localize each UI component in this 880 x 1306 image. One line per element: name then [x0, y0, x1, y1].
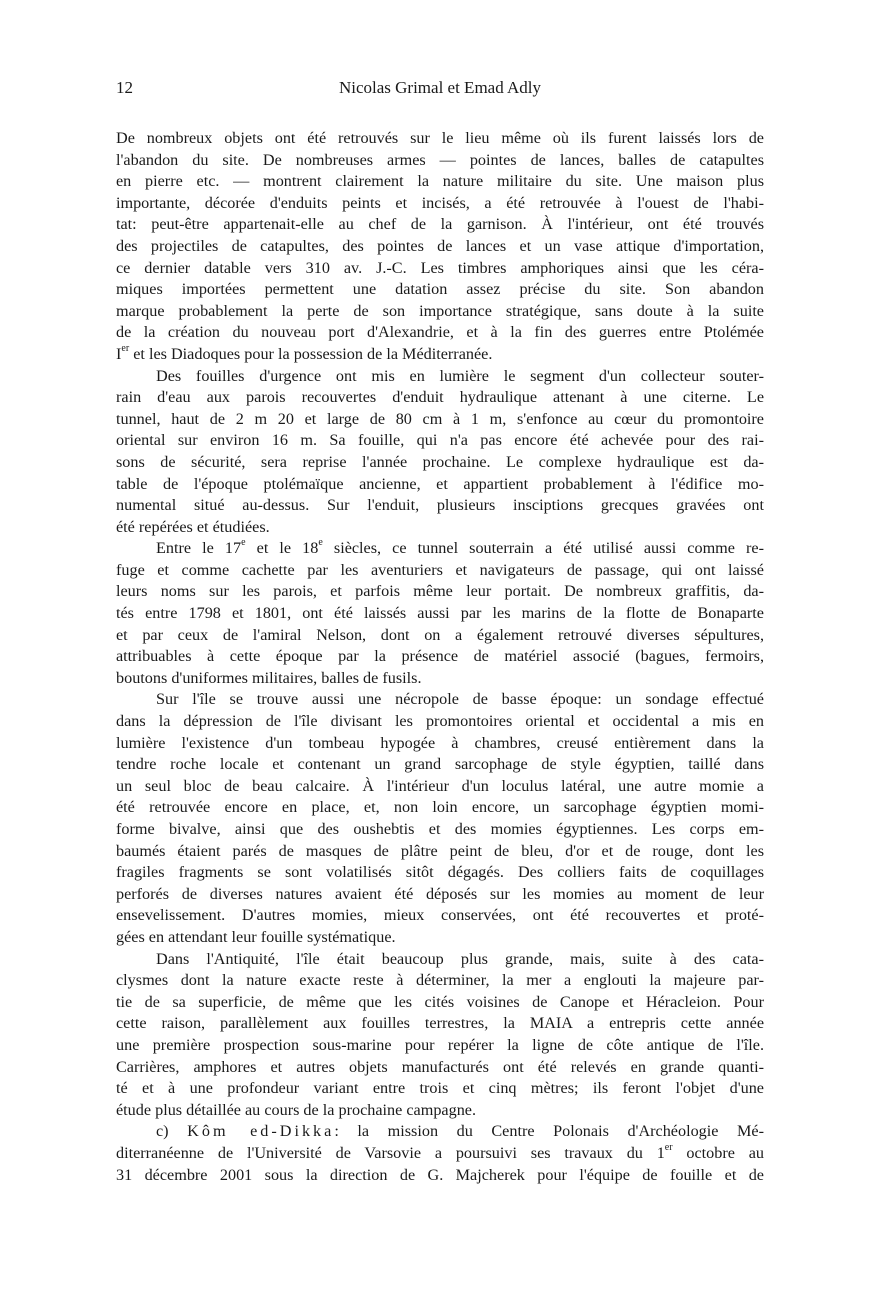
- text-line: miques importées permettent une datation assez précise du site. Son abandon: [116, 280, 764, 299]
- paragraph: [116, 1121, 764, 1186]
- paragraph: [116, 689, 764, 948]
- text-line: fuge et comme cachette par les aventuriers et navigateurs de passage, qui ont laissé: [116, 560, 764, 579]
- text-line: en pierre etc. — montrent clairement la nature militaire du site. Une maison plus: [116, 172, 764, 191]
- text-line: tendre roche locale et contenant un grand sarcophage de style égyptien, taillé dans: [116, 755, 764, 774]
- text-line: tés entre 1798 et 1801, ont été laissés aussi par les marins de la flotte de Bonaparte: [116, 604, 764, 623]
- page-number: 12: [116, 78, 133, 97]
- text-line: de la création du nouveau port d'Alexandrie, et à la fin des guerres entre Ptolémée: [116, 323, 764, 342]
- text-line: leurs noms sur les parois, et parfois même leur portait. De nombreux graffitis, da-: [116, 582, 764, 601]
- text-line: Dans l'Antiquité, l'île était beaucoup plus grande, mais, suite à des cata-: [156, 949, 764, 968]
- text-line: dans la dépression de l'île divisant les promontoires oriental et occidental a mis en: [116, 712, 764, 731]
- text-line: fragiles fragments se sont volatilisés sitôt dégagés. Des colliers faits de coquillages: [116, 863, 764, 882]
- text-line: tie de sa superficie, de même que les cités voisines de Canope et Héracleion. Pour: [116, 992, 764, 1011]
- text-line: gées en attendant leur fouille systématique.: [116, 927, 396, 946]
- text-line: baumés étaient parés de masques de plâtre peint de bleu, d'or et de rouge, dont les: [116, 841, 764, 860]
- text-line: numental situé au-dessus. Sur l'enduit, plusieurs insciptions grecques gravées ont: [116, 496, 764, 515]
- running-head: Nicolas Grimal et Emad Adly: [338, 78, 542, 97]
- text-line: Ier et les Diadoques pour la possession de la Méditerranée.: [116, 342, 493, 363]
- text-line: étude plus détaillée au cours de la prochaine campagne.: [116, 1100, 477, 1119]
- text-line: importante, décorée d'enduits peints et incisés, a été retrouvée à l'ouest de l'habi-: [116, 193, 764, 212]
- text-line: marque probablement la perte de son importance stratégique, sans doute à la suite: [116, 301, 764, 320]
- paragraph: [116, 366, 764, 539]
- text-line: Des fouilles d'urgence ont mis en lumière le segment d'un collecteur souter-: [156, 366, 764, 385]
- text-line: clysmes dont la nature exacte reste à déterminer, la mer a englouti la majeure par-: [116, 971, 764, 990]
- text-line: été repérées et étudiées.: [116, 517, 270, 536]
- text-line: un seul bloc de beau calcaire. À l'intérieur d'un loculus latéral, une autre momie a: [116, 776, 764, 795]
- body-text: [116, 128, 764, 1186]
- text-line: oriental sur environ 16 m. Sa fouille, qui n'a pas encore été achevée pour des rai-: [116, 431, 764, 450]
- text-line: forme bivalve, ainsi que des oushebtis et des momies égyptiennes. Les corps em-: [116, 820, 764, 838]
- text-line: perforés de diverses natures avaient été déposés sur les momies au moment de leur: [116, 884, 764, 903]
- text-line: une première prospection sous-marine pour repérer la ligne de côte antique de l'île.: [116, 1035, 764, 1054]
- text-line: té et à une profondeur variant entre trois et cinq mètres; ils feront l'objet d'une: [116, 1079, 764, 1098]
- text-line: des projectiles de catapultes, des pointes de lances et un vase attique d'importation,: [116, 236, 764, 255]
- text-line: été retrouvée encore en place, et, non loin encore, un sarcophage égyptien momi-: [116, 798, 764, 817]
- text-line: De nombreux objets ont été retrouvés sur le lieu même où ils furent laissés lors de: [116, 129, 764, 147]
- text-line: et par ceux de l'amiral Nelson, dont on a également retrouvé diverses sépultures,: [116, 625, 764, 644]
- paragraph: [116, 128, 764, 366]
- paragraph: [116, 949, 764, 1122]
- paragraph: [116, 538, 764, 689]
- text-line: ce dernier datable vers 310 av. J.-C. Les timbres amphoriques ainsi que les céra-: [116, 258, 764, 277]
- text-line: l'abandon du site. De nombreuses armes — pointes de lances, balles de catapultes: [116, 150, 764, 169]
- text-line: diterranéenne de l'Université de Varsovie a poursuivi ses travaux du 1er octobre au: [116, 1141, 764, 1162]
- text-line: sons de sécurité, sera reprise l'année prochaine. Le complexe hydraulique est da-: [116, 452, 764, 471]
- text-line: ensevelissement. D'autres momies, mieux conservées, ont été recouvertes et proté-: [116, 906, 764, 925]
- text-line: tunnel, haut de 2 m 20 et large de 80 cm à 1 m, s'enfonce au cœur du promontoire: [116, 409, 764, 428]
- text-line: boutons d'uniformes militaires, balles de fusils.: [116, 668, 422, 687]
- text-line: attribuables à cette époque par la présence de matériel associé (bagues, fermoirs,: [116, 647, 764, 666]
- text-line: Sur l'île se trouve aussi une nécropole de basse époque: un sondage effectué: [156, 690, 764, 709]
- text-line: c) Kôm ed-Dikka: la mission du Centre Polonais d'Archéologie Mé-: [156, 1122, 765, 1141]
- text-line: Entre le 17e et le 18e siècles, ce tunnel souterrain a été utilisé aussi comme re-: [156, 536, 764, 558]
- text-line: Carrières, amphores et autres objets manufacturés ont été relevés en grande quanti-: [116, 1057, 764, 1076]
- text-line: cette raison, parallèlement aux fouilles terrestres, la MAIA a entrepris cette année: [116, 1014, 764, 1033]
- text-line: rain d'eau aux parois recouvertes d'enduit hydraulique attenant à une citerne. Le: [116, 388, 764, 407]
- text-line: tat: peut-être appartenait-elle au chef de la garnison. À l'intérieur, ont été trouvés: [116, 215, 764, 234]
- text-line: lumière l'existence d'un tombeau hypogée à chambres, creusé entièrement dans la: [116, 733, 764, 752]
- text-line: 31 décembre 2001 sous la direction de G. Majcherek pour l'équipe de fouille et de: [116, 1165, 764, 1184]
- text-line: table de l'époque ptolémaïque ancienne, et appartient probablement à l'édifice mo-: [116, 474, 764, 493]
